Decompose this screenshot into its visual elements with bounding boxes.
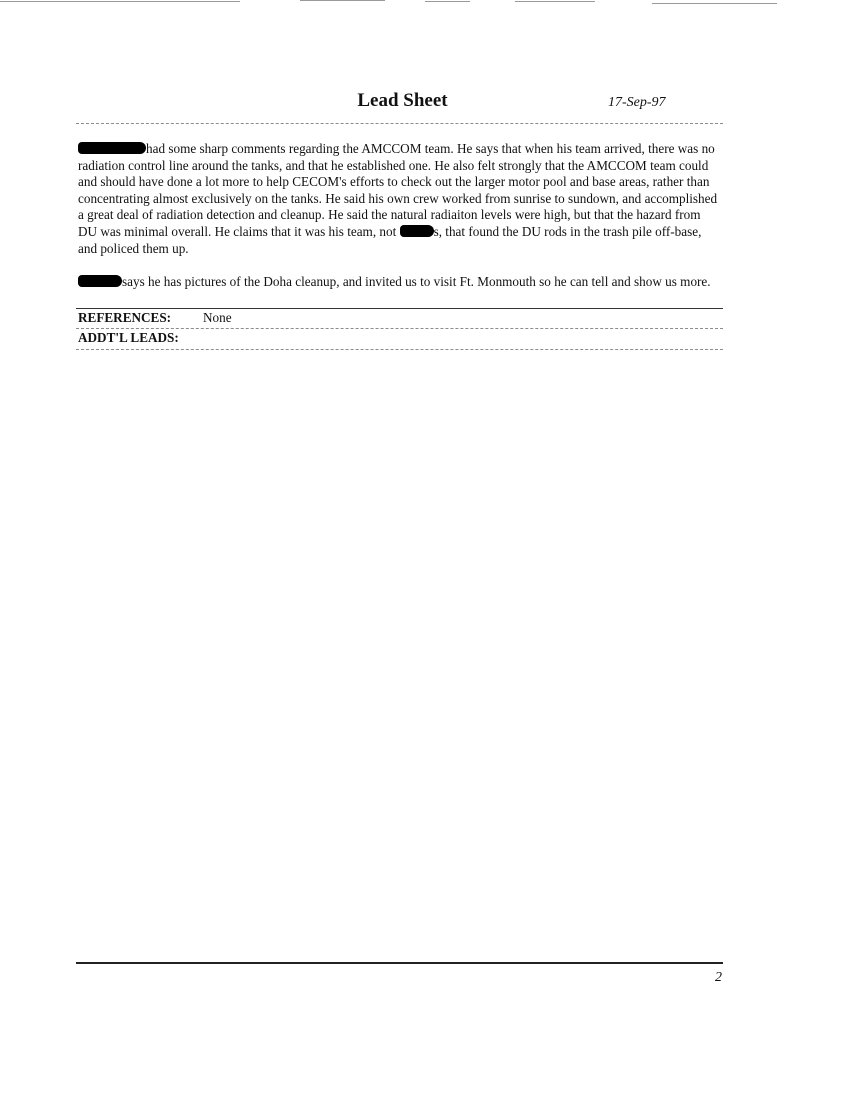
paragraph-1-text-b: s, that found the DU rods in the trash pile off-base, and policed them up. <box>78 223 702 256</box>
document-date: 17-Sep-97 <box>608 95 666 110</box>
page-number: 2 <box>715 970 722 985</box>
footer-rule <box>76 962 723 964</box>
references-label: REFERENCES: <box>78 310 172 325</box>
scan-artifact <box>300 0 385 1</box>
references-value: None <box>203 310 232 325</box>
section-rule <box>76 308 723 309</box>
paragraph-1-text-a: had some sharp comments regarding the AMCCOM team. He says that when his team arrived, there was no radiation control line around the tanks, and that he established one. He also felt strongly that the AMCCOM team could and should have done a lot more to help CECOM's efforts to check out the larger motor pool and base areas, rather than concentrating almost exclusively on the tanks. He said his own crew worked from sunrise to sundown, and accomplished a great deal of radiation detection and cleanup. He said the natural radiaiton levels were high, but that the hazard from DU was minimal overall. He claims that it was his team, not <box>78 141 718 239</box>
header-rule <box>76 123 723 124</box>
paragraph-1 <box>78 141 718 257</box>
scan-artifact <box>652 3 777 4</box>
leads-rule <box>76 349 723 350</box>
redaction-mark <box>78 275 122 287</box>
references-rule <box>76 328 723 329</box>
redaction-mark <box>400 225 434 237</box>
redaction-mark <box>78 142 146 154</box>
scan-artifact <box>515 1 595 2</box>
scan-artifact <box>425 1 470 2</box>
addtl-leads-label: ADDT'L LEADS: <box>78 330 179 345</box>
paragraph-2-text: says he has pictures of the Doha cleanup, and invited us to visit Ft. Monmouth so he can tell and show us more. <box>122 274 711 289</box>
paragraph-2 <box>78 274 718 291</box>
page-title: Lead Sheet <box>357 90 448 111</box>
scan-artifact <box>0 1 240 2</box>
